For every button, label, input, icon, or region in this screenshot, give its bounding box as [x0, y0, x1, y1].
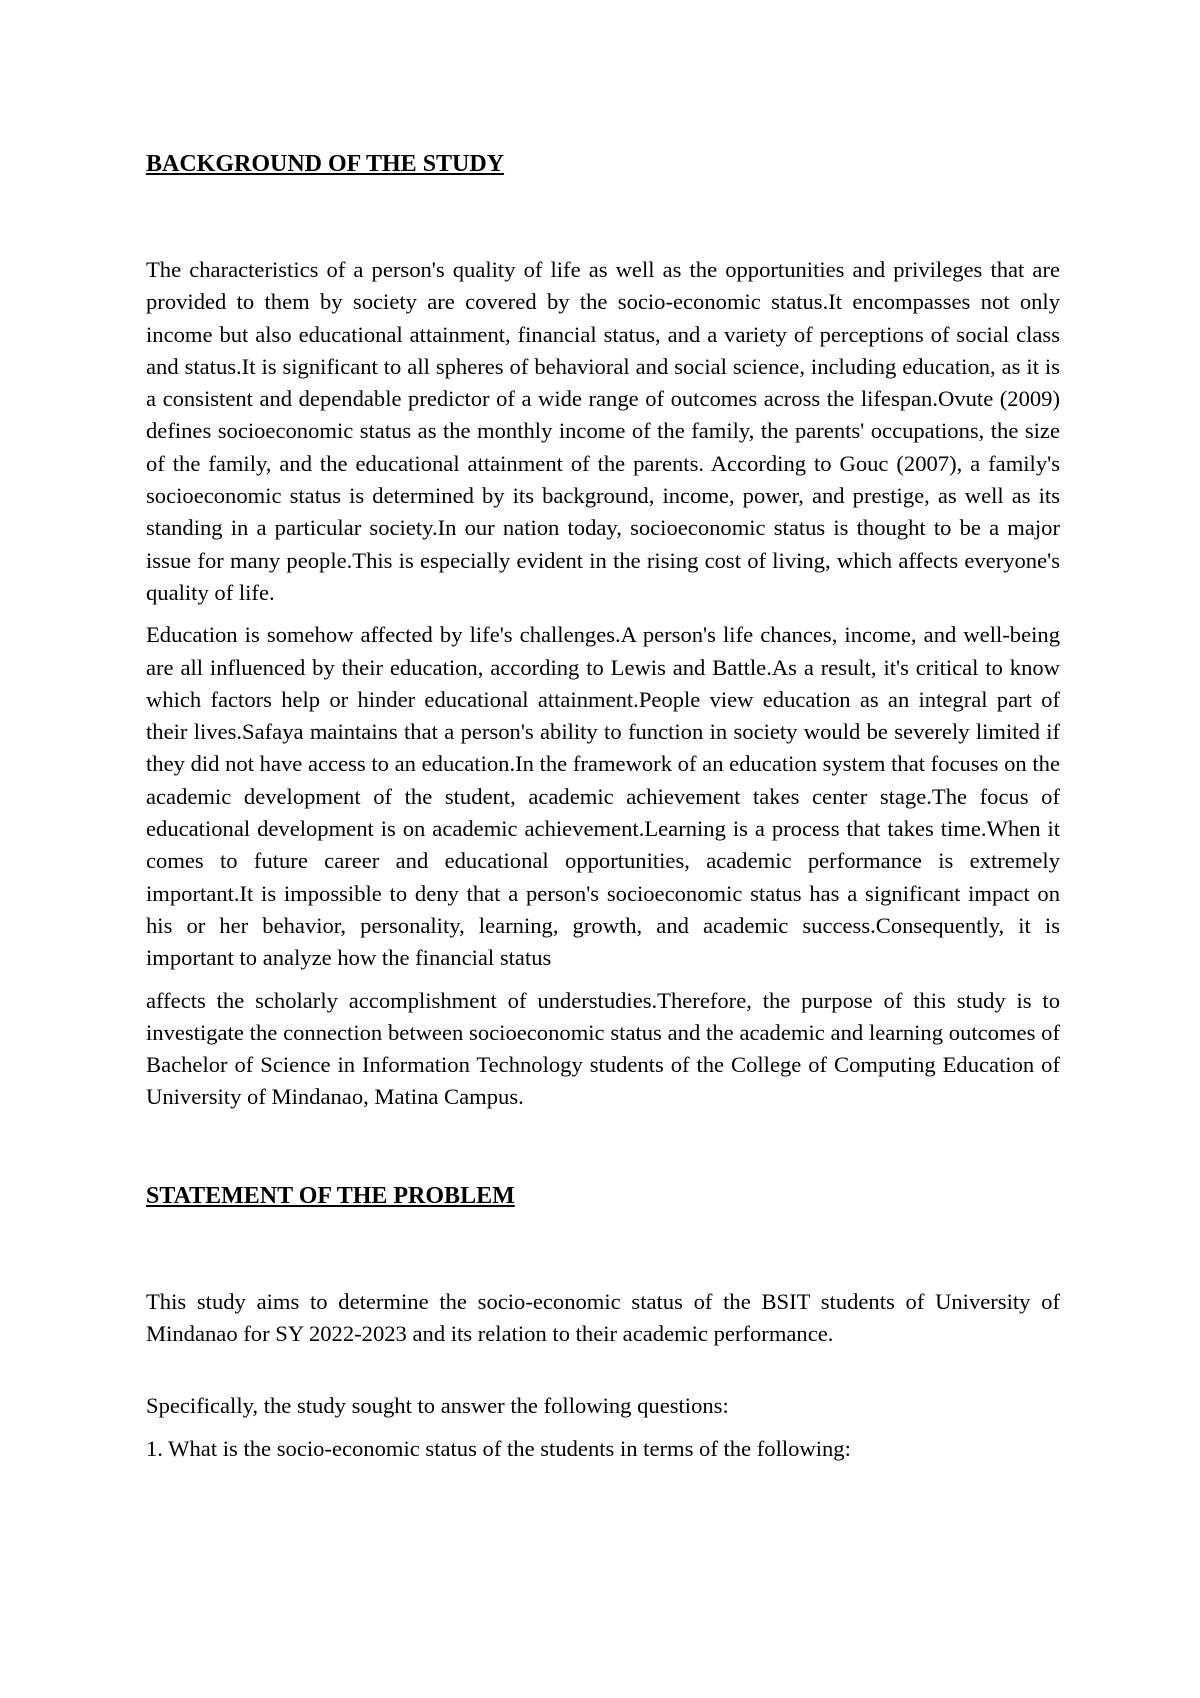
paragraph-background-1: The characteristics of a person's quality of life as well as the opportunities and privileges that are provided to them by society are covered by the socio-economic status.It encompasses not only income but also educational attainment, financial status, and a variety of perceptions of social class and status.It is significant to all spheres of behavioral and social science, including education, as it is a consistent and dependable predictor of a wide range of outcomes across the lifespan.Ovute (2009) defines socioeconomic status as the monthly income of the family, the parents' occupations, the size of the family, and the educational attainment of the parents. According to Gouc (2007), a family's socioeconomic status is determined by its background, income, power, and prestige, as well as its standing in a particular society.In our nation today, socioeconomic status is thought to be a major issue for many people.This is especially evident in the rising cost of living, which affects everyone's quality of life.: [146, 257, 1060, 605]
paragraph-statement-2: Specifically, the study sought to answer the following questions:: [146, 1393, 729, 1419]
document-content: [146, 148, 1060, 1465]
heading-statement: STATEMENT OF THE PROBLEM: [146, 1182, 515, 1209]
paragraph-background-2: Education is somehow affected by life's challenges.A person's life chances, income, and well-being are all influenced by their education, according to Lewis and Battle.As a result, it's critical to know which factors help or hinder educational attainment.People view education as an integral part of their lives.Safaya maintains that a person's ability to function in society would be severely limited if they did not have access to an education.In the framework of an education system that focuses on the academic development of the student, academic achievement takes center stage.The focus of educational development is on academic achievement.Learning is a process that takes time.When it comes to future career and educational opportunities, academic performance is extremely important.It is impossible to deny that a person's socioeconomic status has a significant impact on his or her behavior, personality, learning, growth, and academic success.Consequently, it is important to analyze how the financial status: [146, 622, 1060, 971]
list-item-question-1: 1. What is the socio-economic status of the students in terms of the following:: [146, 1435, 851, 1461]
heading-background: BACKGROUND OF THE STUDY: [146, 151, 505, 177]
paragraph-background-3: affects the scholarly accomplishment of understudies.Therefore, the purpose of this study is to investigate the connection between socioeconomic status and the academic and learning outcomes of Bachelor of Science in Information Technology students of the College of Computing Education of University of Mindanao, Matina Campus.: [146, 987, 1060, 1110]
paragraph-statement-1: This study aims to determine the socio-economic status of the BSIT students of University of Mindanao for SY 2022-2023 and its relation to their academic performance.: [146, 1288, 1060, 1347]
